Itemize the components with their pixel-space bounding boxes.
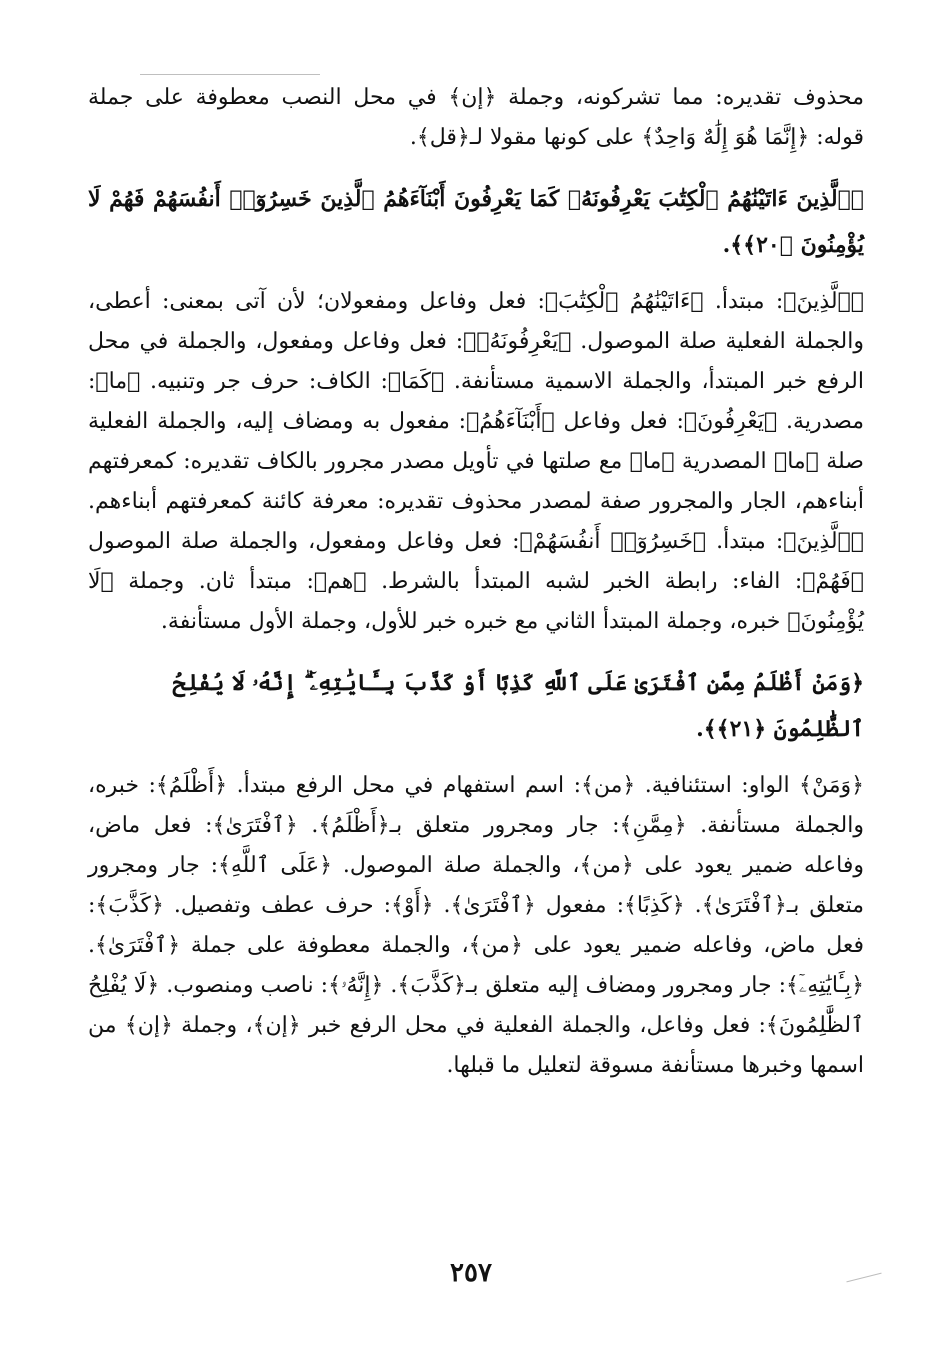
page-body-text <box>88 78 864 1086</box>
commentary-paragraph-continuation: محذوف تقديره: مما تشركونه، وجملة ﴿إن﴾ في محل النصب معطوفة على جملة قوله: ﴿إِنَّمَا هُوَ إِلَٰهٌ وَاحِدٌ﴾ على كونها مقولا لـ﴿قل﴾. <box>88 85 864 150</box>
commentary-paragraph-verse-21: ﴿وَمَنْ﴾ الواو: استئنافية. ﴿من﴾: اسم استفهام في محل الرفع مبتدأ. ﴿أَظْلَمُ﴾: خبره، والجملة مستأنفة. ﴿مِمَّنِ﴾: جار ومجرور متعلق بـ﴿أَظْلَمُ﴾. ﴿ٱفْتَرَىٰ﴾: فعل ماض، وفاعله ضمير يعود على ﴿من﴾، والجملة صلة الموصول. ﴿عَلَى ٱللَّهِ﴾: جار ومجرور متعلق بـ﴿ٱفْتَرَىٰ﴾. ﴿كَذِبًا﴾: مفعول ﴿ٱفْتَرَىٰ﴾. ﴿أَوْ﴾: حرف عطف وتفصيل. ﴿كَذَّبَ﴾: فعل ماض، وفاعله ضمير يعود على ﴿من﴾، والجملة معطوفة على جملة ﴿ٱفْتَرَىٰ﴾. ﴿بِـَٔايَٰتِهِۦٓ﴾: جار ومجرور ومضاف إليه متعلق بـ﴿كَذَّبَ﴾. ﴿إِنَّهُۥ﴾: ناصب ومنصوب. ﴿لَا يُفْلِحُ ٱلظَّٰلِمُونَ﴾: فعل وفاعل، والجملة الفعلية في محل الرفع خبر ﴿إن﴾، وجملة ﴿إن﴾ من اسمها وخبرها مستأنفة مسوقة لتعليل ما قبلها. <box>88 773 864 1078</box>
top-rule <box>140 74 320 75</box>
quran-verse-20: ﴿ٱلَّذِينَ ءَاتَيْنَٰهُمُ ٱلْكِتَٰبَ يَعْرِفُونَهُۥ كَمَا يَعْرِفُونَ أَبْنَآءَهُمُ ٱلَّذِينَ خَسِرُوٓا۟ أَنفُسَهُمْ فَهُمْ لَا يُؤْمِنُونَ ﴿٢٠﴾﴾. <box>88 186 864 258</box>
commentary-paragraph-verse-20: ﴿ٱلَّذِينَ﴾: مبتدأ. ﴿ءَاتَيْنَٰهُمُ ٱلْكِتَٰبَ﴾: فعل وفاعل ومفعولان؛ لأن آتى بمعنى: أعطى، والجملة الفعلية صلة الموصول. ﴿يَعْرِفُونَهُۥ﴾: فعل وفاعل ومفعول، والجملة في محل الرفع خبر المبتدأ، والجملة الاسمية مستأنفة. ﴿كَمَا﴾: الكاف: حرف جر وتنبيه. ﴿ما﴾: مصدرية. ﴿يَعْرِفُونَ﴾: فعل وفاعل ﴿أَبْنَآءَهُمُ﴾: مفعول به ومضاف إليه، والجملة الفعلية صلة ﴿ما﴾ المصدرية ﴿ما﴾ مع صلتها في تأويل مصدر مجرور بالكاف تقديره: كمعرفتهم أبناءهم، الجار والمجرور صفة لمصدر محذوف تقديره: معرفة كائنة كمعرفتهم أبناءهم. ﴿ٱلَّذِينَ﴾: مبتدأ. ﴿خَسِرُوٓا۟ أَنفُسَهُمْ﴾: فعل وفاعل ومفعول، والجملة صلة الموصول ﴿فَهُمْ﴾: الفاء: رابطة الخبر لشبه المبتدأ بالشرط. ﴿هم﴾: مبتدأ ثان. وجملة ﴿لَا يُؤْمِنُونَ﴾ خبره، وجملة المبتدأ الثاني مع خبره خبر للأول، وجملة الأول مستأنفة. <box>88 289 864 634</box>
page-number: ٢٥٧ <box>450 1258 492 1288</box>
quran-verse-21: ﴿وَمَنْ أَظْلَمُ مِمَّنِ ٱفْتَرَىٰ عَلَى ٱللَّهِ كَذِبًا أَوْ كَذَّبَ بِـَٔايَٰتِهِۦٓ ۗ إِنَّهُۥ لَا يُفْلِحُ ٱلظَّٰلِمُونَ ﴿٢١﴾﴾. <box>172 670 864 742</box>
